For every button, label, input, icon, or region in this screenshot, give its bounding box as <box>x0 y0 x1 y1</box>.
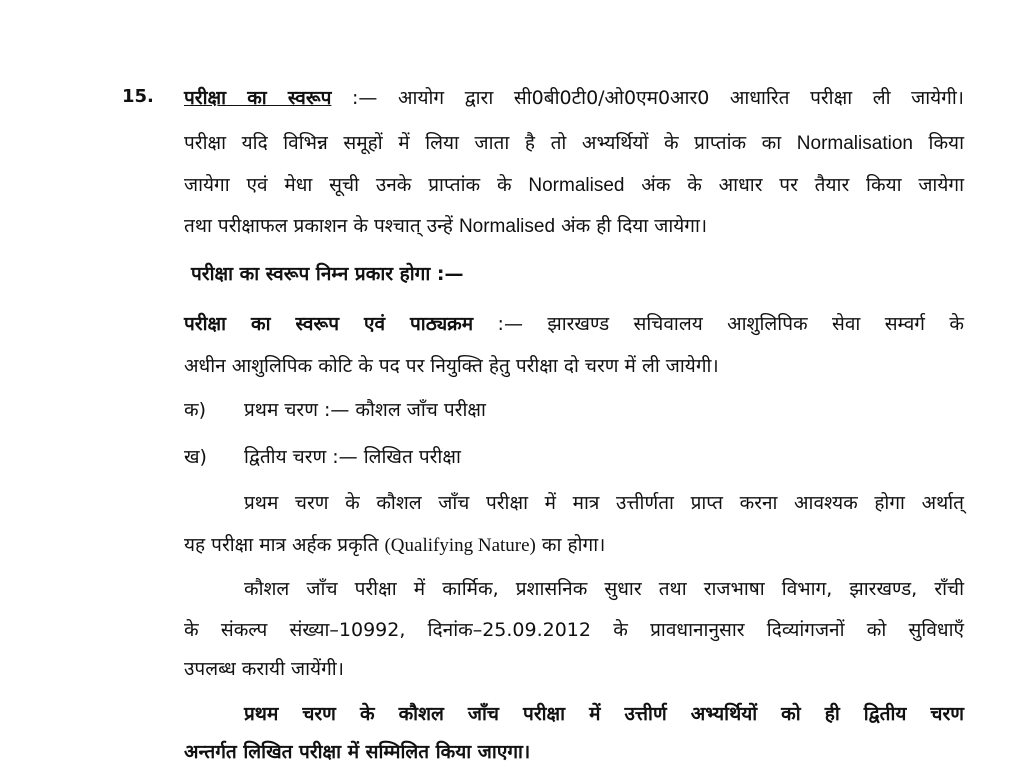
qualifying-line-1: प्रथम चरण के कौशल जाँच परीक्षा में मात्र उत्तीर्णता प्राप्त करना आवश्यक होगा अर्थात् <box>244 492 964 514</box>
pattern-line-2: अधीन आशुलिपिक कोटि के पद पर नियुक्ति हेतु परीक्षा दो चरण में ली जायेगी। <box>184 355 719 377</box>
latin-term: Normalised <box>528 175 625 196</box>
text-span: का होगा। <box>535 534 606 556</box>
facilities-line-2: के संकल्प संख्या–10992, दिनांक–25.09.2012 के प्रावधानानुसार दिव्यांगजनों को सुविधाएँ <box>184 619 964 641</box>
section-heading: परीक्षा का स्वरूप <box>184 87 332 109</box>
text-span: परीक्षा यदि विभिन्न समूहों में लिया जाता है तो अभ्यर्थियों के प्राप्तांक का <box>184 132 797 154</box>
text-span: तथा परीक्षाफल प्रकाशन के पश्चात् उन्हें <box>184 215 459 237</box>
text-span: अंक के आधार पर तैयार किया जायेगा <box>624 174 964 196</box>
text-span: अंक ही दिया जायेगा। <box>555 215 708 237</box>
note-line-1: प्रथम चरण के कौशल जाँच परीक्षा में उत्तीर्ण अभ्यर्थियों को ही द्वितीय चरण <box>244 703 964 725</box>
section-line-3 <box>184 171 964 200</box>
facilities-line-3: उपलब्ध करायी जायेंगी। <box>184 658 344 680</box>
stage-1-marker: क) <box>184 399 207 421</box>
latin-term: Normalised <box>458 216 556 237</box>
stage-2-marker: ख) <box>184 446 207 468</box>
section-line-2 <box>184 129 964 158</box>
facilities-line-1: कौशल जाँच परीक्षा में कार्मिक, प्रशासनिक सुधार तथा राजभाषा विभाग, झारखण्ड, राँची <box>244 578 964 600</box>
section-number: 15. <box>122 86 154 107</box>
section-line-1 <box>184 84 964 112</box>
note-line-2: अन्तर्गत लिखित परीक्षा में सम्मिलित किया जाएगा। <box>184 741 531 763</box>
stage-2-text: द्वितीय चरण :— लिखित परीक्षा <box>244 446 461 468</box>
text-span: किया <box>912 132 965 154</box>
pattern-line-1 <box>184 310 964 338</box>
stage-1-text: प्रथम चरण :— कौशल जाँच परीक्षा <box>244 399 486 421</box>
qualifying-line-2 <box>184 531 964 560</box>
sub-heading: परीक्षा का स्वरूप निम्न प्रकार होगा :— <box>191 263 464 285</box>
pattern-label: परीक्षा का स्वरूप एवं पाठ्यक्रम <box>184 313 474 335</box>
section-line-4 <box>184 212 964 241</box>
section-line-1-text: आयोग द्वारा सी0बी0टी0/ओ0एम0आर0 आधारित परीक्षा ली जायेगी। <box>398 87 964 109</box>
text-span: यह परीक्षा मात्र अर्हक प्रकृति <box>184 534 385 556</box>
latin-term: (Qualifying Nature) <box>384 535 536 556</box>
latin-term: Normalisation <box>796 133 913 154</box>
text-span: जायेगा एवं मेधा सूची उनके प्राप्तांक के <box>184 174 529 196</box>
pattern-line-1-text: :— झारखण्ड सचिवालय आशुलिपिक सेवा सम्वर्ग के <box>473 313 964 335</box>
section-heading-separator: :— <box>331 87 399 109</box>
